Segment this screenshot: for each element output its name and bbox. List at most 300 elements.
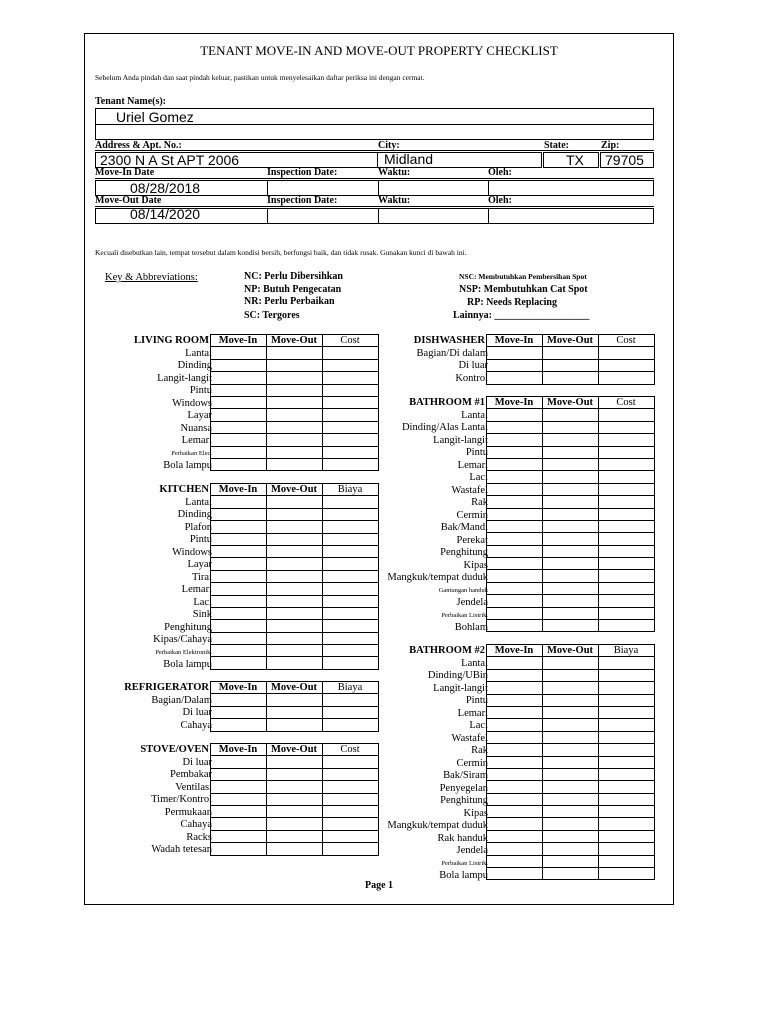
- bath1-entry-cell[interactable]: [599, 434, 655, 446]
- living-entry-cell[interactable]: [267, 409, 323, 421]
- bath2-table: [486, 644, 655, 880]
- bath1-entry-cell[interactable]: [487, 520, 543, 532]
- list-item: Windows: [172, 397, 212, 409]
- bath2-entry-cell[interactable]: [599, 706, 655, 718]
- table-row: [487, 830, 655, 842]
- stove-entry-cell[interactable]: [323, 843, 379, 855]
- list-item: Lemari: [181, 584, 212, 595]
- bath1-entry-cell[interactable]: [599, 558, 655, 570]
- kitchen-entry-cell[interactable]: [323, 533, 379, 545]
- living-entry-cell[interactable]: [211, 372, 267, 384]
- stove-entry-cell[interactable]: [267, 781, 323, 793]
- bath2-entry-cell[interactable]: [599, 781, 655, 793]
- list-item: Perbaikan Listrik.: [441, 859, 488, 867]
- bath1-entry-cell[interactable]: [599, 483, 655, 495]
- fridge-entry-cell[interactable]: [211, 694, 267, 706]
- table-row: [211, 434, 379, 446]
- kitchen-entry-cell[interactable]: [267, 545, 323, 557]
- bath2-entry-cell[interactable]: [599, 855, 655, 867]
- bath1-entry-cell[interactable]: [487, 434, 543, 446]
- bath1-entry-cell[interactable]: [543, 471, 599, 483]
- bath2-entry-cell[interactable]: [543, 744, 599, 756]
- living-entry-cell[interactable]: [267, 359, 323, 371]
- living-entry-cell[interactable]: [211, 421, 267, 433]
- stove-entry-cell[interactable]: [211, 768, 267, 780]
- table-row: [487, 682, 655, 694]
- kitchen-entry-cell[interactable]: [323, 620, 379, 632]
- kitchen-entry-cell[interactable]: [267, 521, 323, 533]
- stove-entry-cell[interactable]: [323, 818, 379, 830]
- bath1-entry-cell[interactable]: [543, 434, 599, 446]
- table-row: [487, 706, 655, 718]
- table-row: [487, 694, 655, 706]
- bath1-entry-cell[interactable]: [599, 421, 655, 433]
- table-row: [487, 471, 655, 483]
- condition-note: Kecuali disebutkan lain, tempat tersebut dalam kondisi bersih, berfungsi baik, dan tidak rusak. Gunakan kunci di bawah ini.: [95, 248, 467, 257]
- dishwasher-entry-cell[interactable]: [543, 359, 599, 371]
- bath1-entry-cell[interactable]: [487, 582, 543, 594]
- stove-entry-cell[interactable]: [211, 818, 267, 830]
- living-entry-cell[interactable]: [323, 446, 379, 458]
- list-item: Lantai: [461, 657, 488, 669]
- kitchen-section-title: KITCHEN: [159, 484, 209, 495]
- moveout-time-label: Waktu:: [378, 195, 411, 206]
- stove-entry-cell[interactable]: [211, 843, 267, 855]
- bath1-entry-cell[interactable]: [543, 595, 599, 607]
- bath1-entry-cell[interactable]: [487, 496, 543, 508]
- table-row: [487, 744, 655, 756]
- table-row: [211, 830, 379, 842]
- state-label: State:: [544, 140, 569, 151]
- kitchen-entry-cell[interactable]: [267, 496, 323, 508]
- bath1-entry-cell[interactable]: [487, 595, 543, 607]
- bath1-entry-cell[interactable]: [487, 545, 543, 557]
- bath1-entry-cell[interactable]: [543, 545, 599, 557]
- bath2-entry-cell[interactable]: [543, 868, 599, 880]
- bath2-entry-cell[interactable]: [487, 756, 543, 768]
- zip-field[interactable]: [600, 152, 654, 168]
- bath2-entry-cell[interactable]: [543, 657, 599, 669]
- stove-entry-cell[interactable]: [211, 781, 267, 793]
- living-entry-cell[interactable]: [323, 421, 379, 433]
- bath2-entry-cell[interactable]: [543, 756, 599, 768]
- living-entry-cell[interactable]: [323, 372, 379, 384]
- list-item: Bola lampu: [439, 870, 488, 881]
- bath2-entry-cell[interactable]: [543, 669, 599, 681]
- kitchen-entry-cell[interactable]: [211, 595, 267, 607]
- key-np: NP: Butuh Pengecatan: [244, 284, 342, 295]
- kitchen-entry-cell[interactable]: [323, 570, 379, 582]
- bath2-entry-cell[interactable]: [487, 768, 543, 780]
- bath1-entry-cell[interactable]: [487, 607, 543, 619]
- kitchen-entry-cell[interactable]: [211, 607, 267, 619]
- kitchen-entry-cell[interactable]: [323, 508, 379, 520]
- bath1-entry-cell[interactable]: [543, 483, 599, 495]
- bath2-entry-cell[interactable]: [543, 781, 599, 793]
- bath2-entry-cell[interactable]: [487, 694, 543, 706]
- list-item: Rak: [471, 745, 488, 756]
- table-row: [487, 372, 655, 384]
- living-entry-cell[interactable]: [267, 396, 323, 408]
- bath1-entry-cell[interactable]: [543, 446, 599, 458]
- stove-entry-cell[interactable]: [267, 830, 323, 842]
- list-item: Pintu: [465, 695, 488, 706]
- fridge-entry-cell[interactable]: [267, 694, 323, 706]
- kitchen-entry-cell[interactable]: [267, 583, 323, 595]
- kitchen-entry-cell[interactable]: [267, 607, 323, 619]
- kitchen-col1-header: Move-In: [218, 484, 258, 495]
- kitchen-entry-cell[interactable]: [323, 496, 379, 508]
- bath1-entry-cell[interactable]: [599, 570, 655, 582]
- bath2-entry-cell[interactable]: [487, 855, 543, 867]
- moveout-inspection-label: Inspection Date:: [267, 195, 338, 206]
- bath2-entry-cell[interactable]: [487, 731, 543, 743]
- living-col1-header: Move-In: [218, 335, 258, 346]
- bath1-entry-cell[interactable]: [487, 483, 543, 495]
- bath2-entry-cell[interactable]: [599, 793, 655, 805]
- stove-entry-cell[interactable]: [211, 793, 267, 805]
- bath1-entry-cell[interactable]: [487, 533, 543, 545]
- dishwasher-entry-cell[interactable]: [599, 372, 655, 384]
- stove-entry-cell[interactable]: [323, 793, 379, 805]
- stove-entry-cell[interactable]: [323, 756, 379, 768]
- stove-entry-cell[interactable]: [323, 805, 379, 817]
- bath2-entry-cell[interactable]: [487, 806, 543, 818]
- bath2-entry-cell[interactable]: [599, 806, 655, 818]
- bath2-entry-cell[interactable]: [487, 682, 543, 694]
- kitchen-entry-cell[interactable]: [211, 645, 267, 657]
- kitchen-entry-cell[interactable]: [267, 570, 323, 582]
- kitchen-entry-cell[interactable]: [211, 570, 267, 582]
- table-row: [211, 558, 379, 570]
- living-entry-cell[interactable]: [211, 396, 267, 408]
- table-row: [487, 781, 655, 793]
- bath1-entry-cell[interactable]: [599, 607, 655, 619]
- living-entry-cell[interactable]: [211, 446, 267, 458]
- movein-date-label: Move-In Date: [95, 167, 155, 178]
- tenant-label: Tenant Name(s):: [95, 96, 167, 107]
- kitchen-entry-cell[interactable]: [267, 595, 323, 607]
- bath2-entry-cell[interactable]: [487, 744, 543, 756]
- living-entry-cell[interactable]: [323, 458, 379, 470]
- living-entry-cell[interactable]: [211, 384, 267, 396]
- bath1-entry-cell[interactable]: [543, 458, 599, 470]
- bath2-entry-cell[interactable]: [599, 669, 655, 681]
- bath1-entry-cell[interactable]: [543, 620, 599, 632]
- stove-entry-cell[interactable]: [267, 768, 323, 780]
- bath1-entry-cell[interactable]: [599, 533, 655, 545]
- kitchen-entry-cell[interactable]: [211, 545, 267, 557]
- bath2-entry-cell[interactable]: [543, 855, 599, 867]
- list-item: Pintu: [465, 447, 488, 458]
- bath1-entry-cell[interactable]: [487, 421, 543, 433]
- movein-date-field[interactable]: [95, 180, 654, 196]
- dishwasher-entry-cell[interactable]: [487, 372, 543, 384]
- living-entry-cell[interactable]: [267, 458, 323, 470]
- living-entry-cell[interactable]: [323, 396, 379, 408]
- table-row: [211, 843, 379, 855]
- kitchen-entry-cell[interactable]: [323, 595, 379, 607]
- fridge-entry-cell[interactable]: [267, 719, 323, 731]
- kitchen-entry-cell[interactable]: [323, 632, 379, 644]
- fridge-entry-cell[interactable]: [267, 706, 323, 718]
- bath1-entry-cell[interactable]: [487, 471, 543, 483]
- living-entry-cell[interactable]: [323, 434, 379, 446]
- bath2-entry-cell[interactable]: [599, 830, 655, 842]
- living-entry-cell[interactable]: [211, 359, 267, 371]
- living-entry-cell[interactable]: [267, 434, 323, 446]
- living-entry-cell[interactable]: [323, 409, 379, 421]
- table-row: [211, 533, 379, 545]
- kitchen-entry-cell[interactable]: [267, 620, 323, 632]
- bath1-entry-cell[interactable]: [599, 471, 655, 483]
- table-row: [211, 421, 379, 433]
- kitchen-entry-cell[interactable]: [323, 645, 379, 657]
- dishwasher-entry-cell[interactable]: [487, 347, 543, 359]
- fridge-entry-cell[interactable]: [211, 706, 267, 718]
- bath1-entry-cell[interactable]: [543, 607, 599, 619]
- kitchen-entry-cell[interactable]: [267, 657, 323, 669]
- bath2-entry-cell[interactable]: [487, 843, 543, 855]
- list-item: Langit-langit: [157, 372, 212, 384]
- bath2-entry-cell[interactable]: [487, 719, 543, 731]
- kitchen-entry-cell[interactable]: [267, 558, 323, 570]
- fridge-section-title: REFRIGERATOR: [124, 682, 209, 693]
- bath2-entry-cell[interactable]: [599, 682, 655, 694]
- table-row: [487, 595, 655, 607]
- dishwasher-entry-cell[interactable]: [543, 372, 599, 384]
- living-entry-cell[interactable]: [267, 372, 323, 384]
- living-entry-cell[interactable]: [323, 359, 379, 371]
- bath2-entry-cell[interactable]: [599, 694, 655, 706]
- bath2-section-title: BATHROOM #2: [409, 645, 485, 656]
- bath1-entry-cell[interactable]: [543, 582, 599, 594]
- table-row: [211, 756, 379, 768]
- bath2-entry-cell[interactable]: [543, 806, 599, 818]
- bath2-entry-cell[interactable]: [543, 768, 599, 780]
- state-field[interactable]: [543, 152, 599, 168]
- bath1-entry-cell[interactable]: [487, 409, 543, 421]
- kitchen-entry-cell[interactable]: [323, 607, 379, 619]
- bath1-entry-cell[interactable]: [543, 421, 599, 433]
- kitchen-entry-cell[interactable]: [211, 496, 267, 508]
- moveout-by-label: Oleh:: [488, 195, 512, 206]
- bath1-entry-cell[interactable]: [543, 520, 599, 532]
- kitchen-entry-cell[interactable]: [267, 632, 323, 644]
- kitchen-entry-cell[interactable]: [267, 508, 323, 520]
- living-entry-cell[interactable]: [211, 434, 267, 446]
- bath1-entry-cell[interactable]: [487, 508, 543, 520]
- kitchen-entry-cell[interactable]: [211, 508, 267, 520]
- kitchen-entry-cell[interactable]: [323, 545, 379, 557]
- bath2-entry-cell[interactable]: [543, 731, 599, 743]
- list-item: Laci: [469, 472, 488, 483]
- kitchen-entry-cell[interactable]: [323, 657, 379, 669]
- fridge-col3-header: Biaya: [337, 682, 363, 693]
- bath2-entry-cell[interactable]: [487, 706, 543, 718]
- stove-entry-cell[interactable]: [323, 781, 379, 793]
- table-row: [211, 694, 379, 706]
- kitchen-entry-cell[interactable]: [323, 583, 379, 595]
- kitchen-entry-cell[interactable]: [211, 620, 267, 632]
- kitchen-entry-cell[interactable]: [267, 533, 323, 545]
- stove-entry-cell[interactable]: [267, 805, 323, 817]
- kitchen-entry-cell[interactable]: [211, 632, 267, 644]
- kitchen-col3-header: Biaya: [337, 484, 363, 495]
- list-item: Langit-langit: [433, 682, 488, 694]
- bath1-entry-cell[interactable]: [599, 620, 655, 632]
- table-row: [487, 582, 655, 594]
- bath1-entry-cell[interactable]: [487, 458, 543, 470]
- table-row: [211, 818, 379, 830]
- bath2-entry-cell[interactable]: [599, 868, 655, 880]
- bath1-entry-cell[interactable]: [543, 508, 599, 520]
- moveout-date-field[interactable]: [95, 208, 654, 224]
- bath2-entry-cell[interactable]: [487, 830, 543, 842]
- bath1-entry-cell[interactable]: [599, 595, 655, 607]
- kitchen-entry-cell[interactable]: [211, 583, 267, 595]
- stove-entry-cell[interactable]: [267, 843, 323, 855]
- kitchen-entry-cell[interactable]: [211, 558, 267, 570]
- table-row: [211, 396, 379, 408]
- table-row: [211, 793, 379, 805]
- bath1-entry-cell[interactable]: [543, 496, 599, 508]
- living-entry-cell[interactable]: [211, 347, 267, 359]
- bath2-entry-cell[interactable]: [543, 719, 599, 731]
- bath1-entry-cell[interactable]: [599, 545, 655, 557]
- living-entry-cell[interactable]: [211, 409, 267, 421]
- list-item: Sink: [192, 609, 212, 620]
- living-col3-header: Cost: [340, 335, 360, 346]
- stove-entry-cell[interactable]: [211, 830, 267, 842]
- bath1-entry-cell[interactable]: [599, 409, 655, 421]
- page-number: Page 1: [364, 880, 394, 891]
- list-item: Dinding: [177, 509, 212, 520]
- bath1-entry-cell[interactable]: [599, 508, 655, 520]
- list-item: Lemari: [457, 707, 488, 719]
- table-row: [211, 458, 379, 470]
- list-item: Layar: [187, 410, 212, 421]
- bath1-entry-cell[interactable]: [543, 409, 599, 421]
- dishwasher-entry-cell[interactable]: [599, 347, 655, 359]
- fridge-col1-header: Move-In: [218, 682, 258, 693]
- fridge-entry-cell[interactable]: [323, 694, 379, 706]
- table-row: [487, 496, 655, 508]
- kitchen-entry-cell[interactable]: [211, 657, 267, 669]
- moveout-date-value: 08/14/2020: [130, 206, 201, 222]
- living-entry-cell[interactable]: [267, 421, 323, 433]
- address-field[interactable]: [95, 152, 378, 168]
- bath2-entry-cell[interactable]: [543, 682, 599, 694]
- bath1-entry-cell[interactable]: [543, 558, 599, 570]
- bath1-entry-cell[interactable]: [599, 458, 655, 470]
- bath2-entry-cell[interactable]: [599, 843, 655, 855]
- bath2-entry-cell[interactable]: [543, 818, 599, 830]
- bath2-entry-cell[interactable]: [487, 657, 543, 669]
- bath1-entry-cell[interactable]: [543, 570, 599, 582]
- bath1-entry-cell[interactable]: [487, 446, 543, 458]
- living-entry-cell[interactable]: [323, 384, 379, 396]
- bath2-entry-cell[interactable]: [599, 731, 655, 743]
- bath2-entry-cell[interactable]: [599, 657, 655, 669]
- bath2-entry-cell[interactable]: [543, 694, 599, 706]
- kitchen-entry-cell[interactable]: [267, 645, 323, 657]
- dishwasher-entry-cell[interactable]: [487, 359, 543, 371]
- list-item: Di luar: [182, 756, 212, 768]
- bath2-entry-cell[interactable]: [599, 744, 655, 756]
- bath1-entry-cell[interactable]: [599, 496, 655, 508]
- bath2-entry-cell[interactable]: [543, 830, 599, 842]
- stove-entry-cell[interactable]: [323, 768, 379, 780]
- bath2-entry-cell[interactable]: [599, 818, 655, 830]
- living-entry-cell[interactable]: [267, 384, 323, 396]
- stove-entry-cell[interactable]: [211, 805, 267, 817]
- fridge-entry-cell[interactable]: [323, 719, 379, 731]
- bath2-entry-cell[interactable]: [599, 768, 655, 780]
- fridge-entry-cell[interactable]: [323, 706, 379, 718]
- kitchen-entry-cell[interactable]: [323, 558, 379, 570]
- bath2-entry-cell[interactable]: [487, 781, 543, 793]
- table-row: [487, 347, 655, 359]
- living-entry-cell[interactable]: [323, 347, 379, 359]
- table-row: [211, 545, 379, 557]
- bath2-entry-cell[interactable]: [543, 706, 599, 718]
- tenant-name-field[interactable]: [95, 108, 654, 140]
- bath1-entry-cell[interactable]: [487, 558, 543, 570]
- bath2-entry-cell[interactable]: [487, 868, 543, 880]
- bath2-entry-cell[interactable]: [543, 843, 599, 855]
- kitchen-entry-cell[interactable]: [323, 521, 379, 533]
- list-item: Kipas: [463, 807, 488, 819]
- fridge-entry-cell[interactable]: [211, 719, 267, 731]
- bath1-entry-cell[interactable]: [599, 582, 655, 594]
- bath2-entry-cell[interactable]: [599, 756, 655, 768]
- bath1-entry-cell[interactable]: [599, 520, 655, 532]
- stove-entry-cell[interactable]: [267, 793, 323, 805]
- table-row: [211, 768, 379, 780]
- stove-entry-cell[interactable]: [323, 830, 379, 842]
- bath2-entry-cell[interactable]: [487, 818, 543, 830]
- living-entry-cell[interactable]: [267, 347, 323, 359]
- dishwasher-entry-cell[interactable]: [599, 359, 655, 371]
- kitchen-entry-cell[interactable]: [211, 533, 267, 545]
- table-row: [211, 508, 379, 520]
- bath2-entry-cell[interactable]: [543, 793, 599, 805]
- city-field[interactable]: [377, 152, 542, 168]
- table-row: [487, 756, 655, 768]
- bath1-entry-cell[interactable]: [487, 620, 543, 632]
- movein-time-label: Waktu:: [378, 167, 411, 178]
- movein-inspection-label: Inspection Date:: [267, 167, 338, 178]
- bath1-col1-header: Move-In: [494, 397, 534, 408]
- bath1-entry-cell[interactable]: [487, 570, 543, 582]
- bath2-entry-cell[interactable]: [487, 669, 543, 681]
- tenant-name-value: Uriel Gomez: [116, 109, 194, 125]
- kitchen-entry-cell[interactable]: [211, 521, 267, 533]
- stove-entry-cell[interactable]: [267, 818, 323, 830]
- living-entry-cell[interactable]: [211, 458, 267, 470]
- list-item: Lemari: [181, 435, 212, 446]
- dishwasher-entry-cell[interactable]: [543, 347, 599, 359]
- bath2-entry-cell[interactable]: [599, 719, 655, 731]
- living-entry-cell[interactable]: [267, 446, 323, 458]
- stove-entry-cell[interactable]: [267, 756, 323, 768]
- bath2-entry-cell[interactable]: [487, 793, 543, 805]
- bath1-entry-cell[interactable]: [599, 446, 655, 458]
- intro-text: Sebelum Anda pindah dan saat pindah keluar, pastikan untuk menyelesaikan daftar periksa ini dengan cermat.: [95, 73, 425, 82]
- bath1-entry-cell[interactable]: [543, 533, 599, 545]
- stove-entry-cell[interactable]: [211, 756, 267, 768]
